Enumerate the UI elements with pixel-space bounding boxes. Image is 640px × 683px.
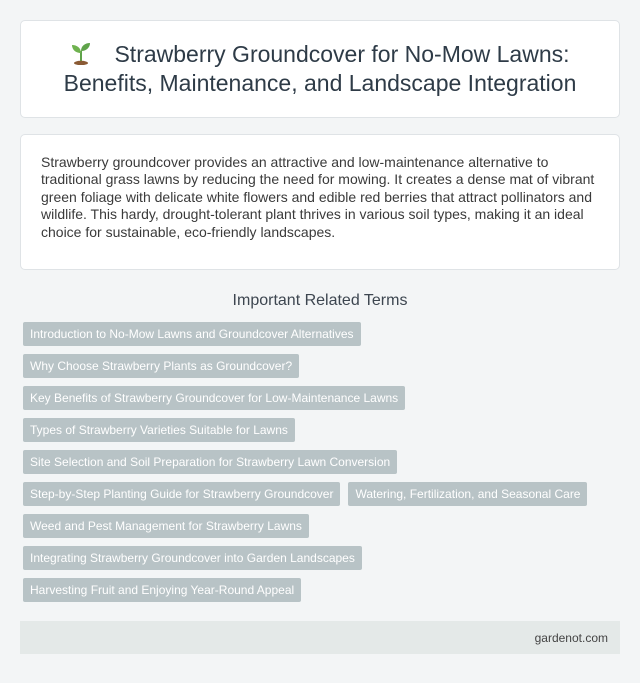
related-term-tag[interactable]: Weed and Pest Management for Strawberry Lawns: [23, 514, 309, 538]
related-term-tag[interactable]: Harvesting Fruit and Enjoying Year-Round Appeal: [23, 578, 301, 602]
intro-card: [20, 134, 620, 270]
title-card: [20, 20, 620, 118]
sprout-icon: [70, 41, 92, 65]
related-term-tag[interactable]: Types of Strawberry Varieties Suitable for Lawns: [23, 418, 295, 442]
related-term-tag[interactable]: Site Selection and Soil Preparation for Strawberry Lawn Conversion: [23, 450, 397, 474]
related-terms-list: [20, 322, 620, 610]
related-term-tag[interactable]: Watering, Fertilization, and Seasonal Care: [348, 482, 587, 506]
related-terms-heading: Important Related Terms: [232, 292, 408, 309]
footer: [20, 621, 620, 654]
footer-site-link[interactable]: gardenot.com: [534, 630, 608, 645]
page-title-text: Strawberry Groundcover for No-Mow Lawns: Benefits, Maintenance, and Landscape Integration: [63, 41, 577, 96]
related-term-tag[interactable]: Integrating Strawberry Groundcover into Garden Landscapes: [23, 546, 362, 570]
related-term-tag[interactable]: Key Benefits of Strawberry Groundcover for Low-Maintenance Lawns: [23, 386, 405, 410]
related-term-tag[interactable]: Introduction to No-Mow Lawns and Groundcover Alternatives: [23, 322, 361, 346]
related-term-tag[interactable]: Step-by-Step Planting Guide for Strawberry Groundcover: [23, 482, 340, 506]
intro-paragraph: Strawberry groundcover provides an attractive and low-maintenance alternative to traditional grass lawns by reducing the need for mowing. It creates a dense mat of vibrant green foliage with delicate white flowers and edible red berries that attract pollinators and wildlife. This hardy, drought-tolerant plant thrives in various soil types, making it an ideal choice for sustainable, eco-friendly landscapes.: [41, 154, 595, 240]
page-title: [45, 40, 595, 98]
related-term-tag[interactable]: Why Choose Strawberry Plants as Groundcover?: [23, 354, 299, 378]
